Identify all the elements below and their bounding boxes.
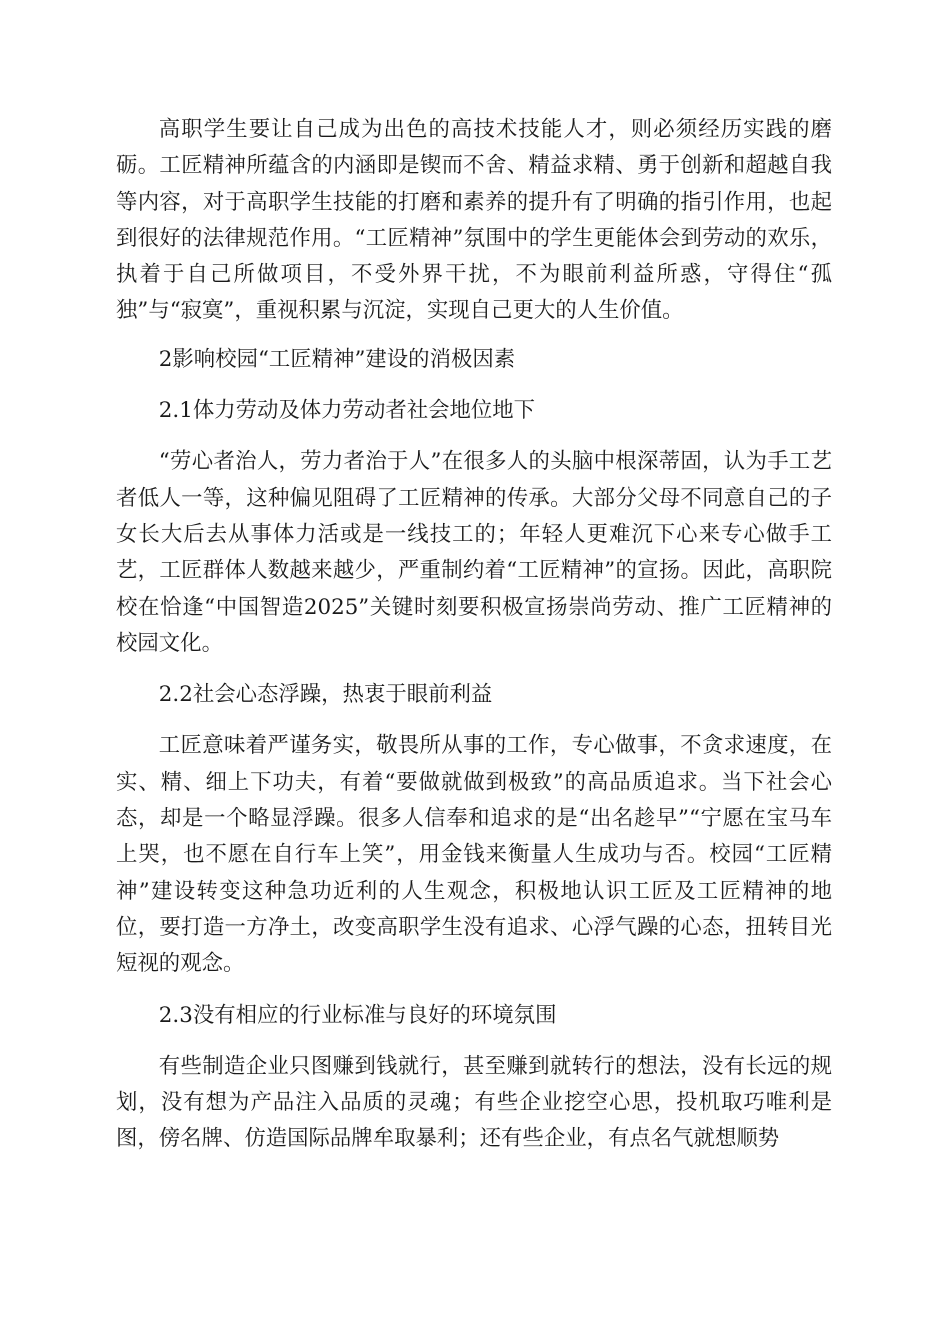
body-paragraph-2-3: 有些制造企业只图赚到钱就行，甚至赚到就转行的想法，没有长远的规划，没有想为产品注入品质的灵魂；有些企业挖空心思，投机取巧唯利是图，傍名牌、仿造国际品牌牟取暴利；还有些企业，有点名气就想顺势 [116,1053,832,1152]
subsection-heading-2-1: 2.1体力劳动及体力劳动者社会地位地下 [158,398,536,424]
body-paragraph-2-2: 工匠意味着严谨务实，敬畏所从事的工作，专心做事，不贪求速度，在实、精、细上下功夫，有着“要做就做到极致”的高品质追求。当下社会心态，却是一个略显浮躁。很多人信奉和追求的是“出名趁早”“宁愿在宝马车上哭，也不愿在自行车上笑”，用金钱来衡量人生成功与否。校园“工匠精神”建设转变这种急功近利的人生观念，积极地认识工匠及工匠精神的地位，要打造一方净土，改变高职学生没有追求、心浮气躁的心态，扭转目光短视的观念。 [116,733,832,977]
section-heading-2: 2影响校园“工匠精神”建设的消极因素 [158,346,516,372]
document-page [116,112,832,1158]
body-paragraph-intro: 高职学生要让自己成为出色的高技术技能人才，则必须经历实践的磨砺。工匠精神所蕴含的内涵即是锲而不舍、精益求精、勇于创新和超越自我等内容，对于高职学生技能的打磨和素养的提升有了明确的指引作用，也起到很好的法律规范作用。“工匠精神”氛围中的学生更能体会到劳动的欢乐，执着于自己所做项目，不受外界干扰，不为眼前利益所惑，守得住“孤独”与“寂寞”，重视积累与沉淀，实现自己更大的人生价值。 [116,117,832,324]
subsection-heading-2-3: 2.3没有相应的行业标准与良好的环境氛围 [158,1002,557,1028]
subsection-heading-2-2: 2.2社会心态浮躁，热衷于眼前利益 [158,682,493,708]
body-paragraph-2-1: “劳心者治人，劳力者治于人”在很多人的头脑中根深蒂固，认为手工艺者低人一等，这种偏见阻碍了工匠精神的传承。大部分父母不同意自己的子女长大后去从事体力活或是一线技工的；年轻人更难沉下心来专心做手工艺，工匠群体人数越来越少，严重制约着“工匠精神”的宣扬。因此，高职院校在恰逢“中国智造2025”关键时刻要积极宣扬崇尚劳动、推广工匠精神的校园文化。 [116,449,832,656]
